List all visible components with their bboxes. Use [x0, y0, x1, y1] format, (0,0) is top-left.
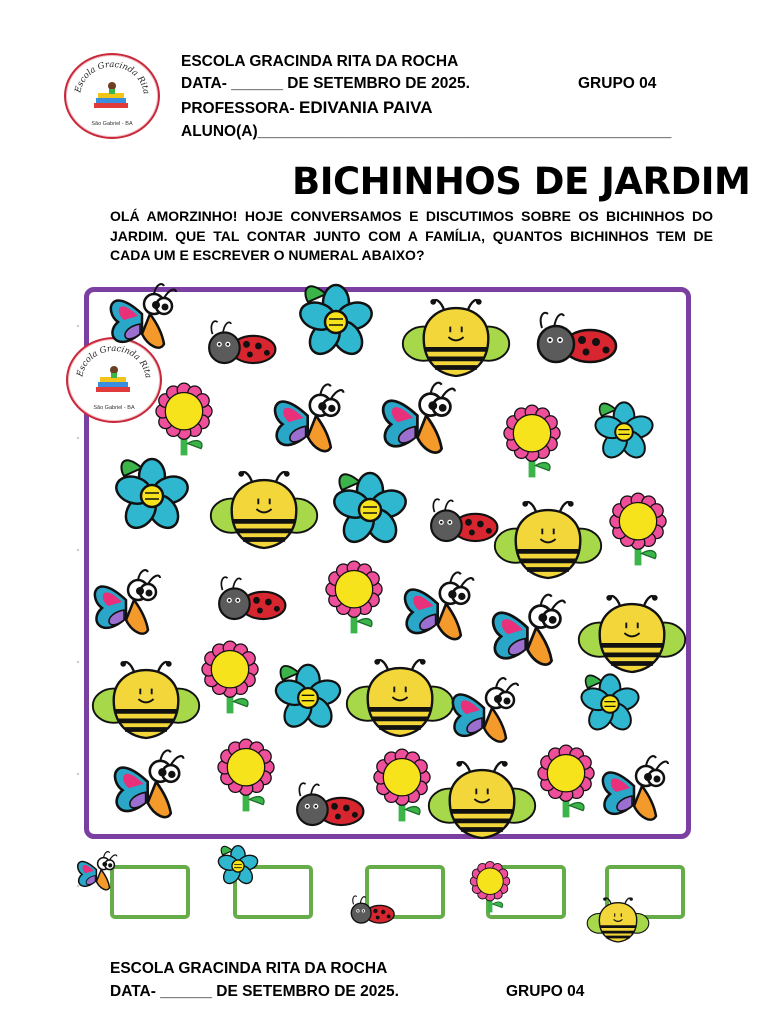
logo-ring-text: Escola Gracinda Rita [73, 59, 151, 96]
logo-city: São Gabriel - BA [91, 121, 133, 127]
header-group: GRUPO 04 [578, 75, 657, 92]
header-student-label: ALUNO(A) [181, 123, 258, 140]
answer-butterfly-icon [78, 852, 117, 890]
header-student-line[interactable]: ________________________________________________ [257, 123, 672, 140]
footer-date [110, 983, 399, 1001]
answer-flower-blue-icon [216, 846, 259, 887]
header-date-suffix: DE SETEMBRO DE 2025. [282, 75, 470, 92]
logo-2-city: São Gabriel - BA [93, 405, 135, 411]
answer-bee-icon [587, 897, 649, 942]
page-title: BICHINHOS DE JARDIM [292, 160, 751, 203]
header-date-prefix: DATA- [181, 75, 232, 92]
footer-date-prefix: DATA- [110, 983, 161, 1000]
footer-school: ESCOLA GRACINDA RITA DA ROCHA [110, 960, 388, 977]
header-teacher-name: EDIVANIA PAIVA [298, 98, 433, 117]
answer-ladybug-icon [351, 896, 394, 923]
footer-group: GRUPO 04 [506, 983, 585, 1000]
logo-2-ring-text: Escola Gracinda Rita [75, 343, 153, 380]
footer-date-suffix: DE SETEMBRO DE 2025. [211, 983, 399, 1000]
intro-text: OLÁ AMORZINHO! HOJE CONVERSAMOS E DISCUTIMOS SOBRE OS BICHINHOS DO JARDIM. QUE TAL CONTAR JUNTO COM A FAMÍLIA, QUANTOS BICHINHOS TEM DE CADA UM E ESCREVER O NUMERAL ABAIXO? [110, 208, 713, 263]
header-date-blank[interactable]: ______ [231, 75, 283, 92]
header-teacher-label: PROFESSORA- [181, 100, 299, 117]
answer-flower-yellow-icon [470, 861, 510, 912]
header-school: ESCOLA GRACINDA RITA DA ROCHA [181, 53, 459, 70]
footer-date-blank[interactable]: ______ [160, 983, 212, 1000]
